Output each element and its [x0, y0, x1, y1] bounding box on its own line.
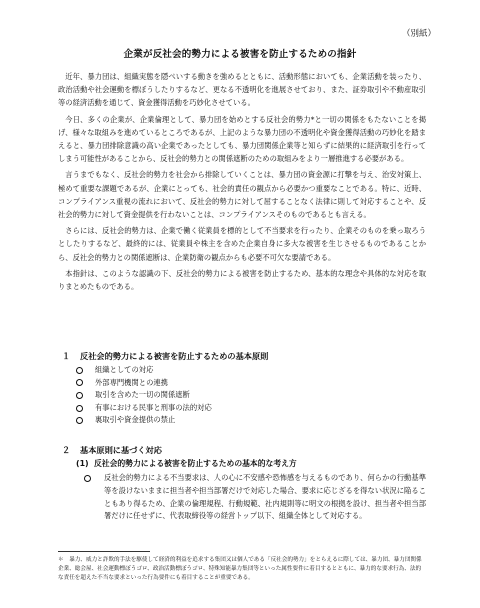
subsection-1-heading — [76, 458, 297, 469]
principles-list — [76, 364, 212, 427]
subsection-1-title: 反社会的勢力による被害を防止するための基本的な考え方 — [94, 459, 297, 468]
list-item: 有事における民事と刑事の法的対応 — [76, 402, 212, 415]
list-item: 組織としての対応 — [76, 364, 212, 377]
section-1-heading — [62, 351, 268, 362]
list-item: 取引を含めた一切の関係遮断 — [76, 389, 212, 402]
circle-bullet-icon — [76, 379, 83, 386]
section-2-title: 基本原則に基づく対応 — [80, 445, 162, 455]
footnote: ＊ 暴力、威力と詐欺的手法を駆使して経済的利益を追求する集団又は個人である「反社会的勢力」をとらえるに際しては、暴力団、暴力団関係企業、総会屋、社会運動標ぼうゴロ、政治活動標ぼうゴロ、特殊知能暴力集団等といった属性要件に着目するとともに、暴力的な要求行為、法的な責任を超えた不当な要求といった行為要件にも着目することが重要である。 — [58, 557, 422, 582]
subsection-1-text: 反社会的勢力による不当要求は、人の心に不安感や恐怖感を与えるものであり、何らかの行動基準等を設けないままに担当者や担当部署だけで対応した場合、要求に応じざるを得ない状況に陥ることもあり得るため、企業の倫理規程、行動規範、社内規則等に明文の根拠を設け、担当者や担当部署だけに任せずに、代表取締役等の経営トップ以下、組織全体として対応する。 — [104, 473, 426, 521]
document-title: 企業が反社会的勢力による被害を防止するための指針 — [123, 49, 357, 60]
section-2-number: ２ — [62, 445, 71, 455]
subsection-1-number: (1) — [76, 459, 89, 468]
intro-paragraph-5: 本指針は、このような認識の下、反社会的勢力による被害を防止するため、基本的な理念や具体的な対応を取りまとめたものである。 — [58, 268, 426, 292]
footnote-divider — [58, 551, 150, 552]
circle-bullet-icon — [76, 417, 83, 424]
circle-bullet-icon — [76, 367, 83, 374]
section-1-number: １ — [62, 351, 71, 361]
intro-paragraph-4: さらには、反社会的勢力は、企業で働く従業員を標的として不当要求を行ったり、企業そのものを乗っ取ろうとしたりするなど、最終的には、従業員や株主を含めた企業自身に多大な被害を生じさせるものであることから、反社会的勢力との関係遮断は、企業防衛の観点からも必要不可欠な要請である。 — [58, 226, 426, 262]
circle-bullet-icon — [76, 405, 83, 412]
annex-label: （別紙） — [401, 29, 436, 39]
list-item: 裏取引や資金提供の禁止 — [76, 414, 212, 427]
list-item: 外部専門機関との連携 — [76, 377, 212, 390]
intro-paragraph-2: 今日、多くの企業が、企業倫理として、暴力団を始めとする反社会的勢力*と一切の関係をもたないことを掲げ、様々な取組みを進めているところであるが、上記のような暴力団の不透明化や資金獲得活動の巧妙化を踏まえると、暴力団排除意識の高い企業であったとしても、暴力団関係企業等と知らずに結果的に経済取引を行ってしまう可能性があることから、反社会的勢力との関係遮断のための取組みをより一層推進する必要がある。 — [58, 114, 426, 164]
section-2-heading — [62, 445, 162, 456]
intro-section — [58, 70, 426, 296]
section-1-title: 反社会的勢力による被害を防止するための基本原則 — [80, 351, 269, 361]
intro-paragraph-3: 言うまでもなく、反社会的勢力を社会から排除していくことは、暴力団の資金源に打撃を与え、治安対策上、極めて重要な課題であるが、企業にとっても、社会的責任の観点から必要かつ重要なことである。特に、近時、コンプライアンス重視の流れにおいて、反社会的勢力に対して屈することなく法律に則して対応することや、反社会的勢力に対して資金提供を行わないことは、コンプライアンスそのものであるとも言える。 — [58, 170, 426, 220]
circle-bullet-icon — [84, 475, 91, 482]
subsection-1-item — [92, 472, 426, 523]
intro-paragraph-1: 近年、暴力団は、組織実態を隠ぺいする動きを強めるとともに、活動形態においても、企業活動を装ったり、政治活動や社会運動を標ぼうしたりするなど、更なる不透明化を進展させており、また、証券取引や不動産取引等の経済活動を通じて、資金獲得活動を巧妙化させている。 — [58, 72, 426, 108]
circle-bullet-icon — [76, 392, 83, 399]
